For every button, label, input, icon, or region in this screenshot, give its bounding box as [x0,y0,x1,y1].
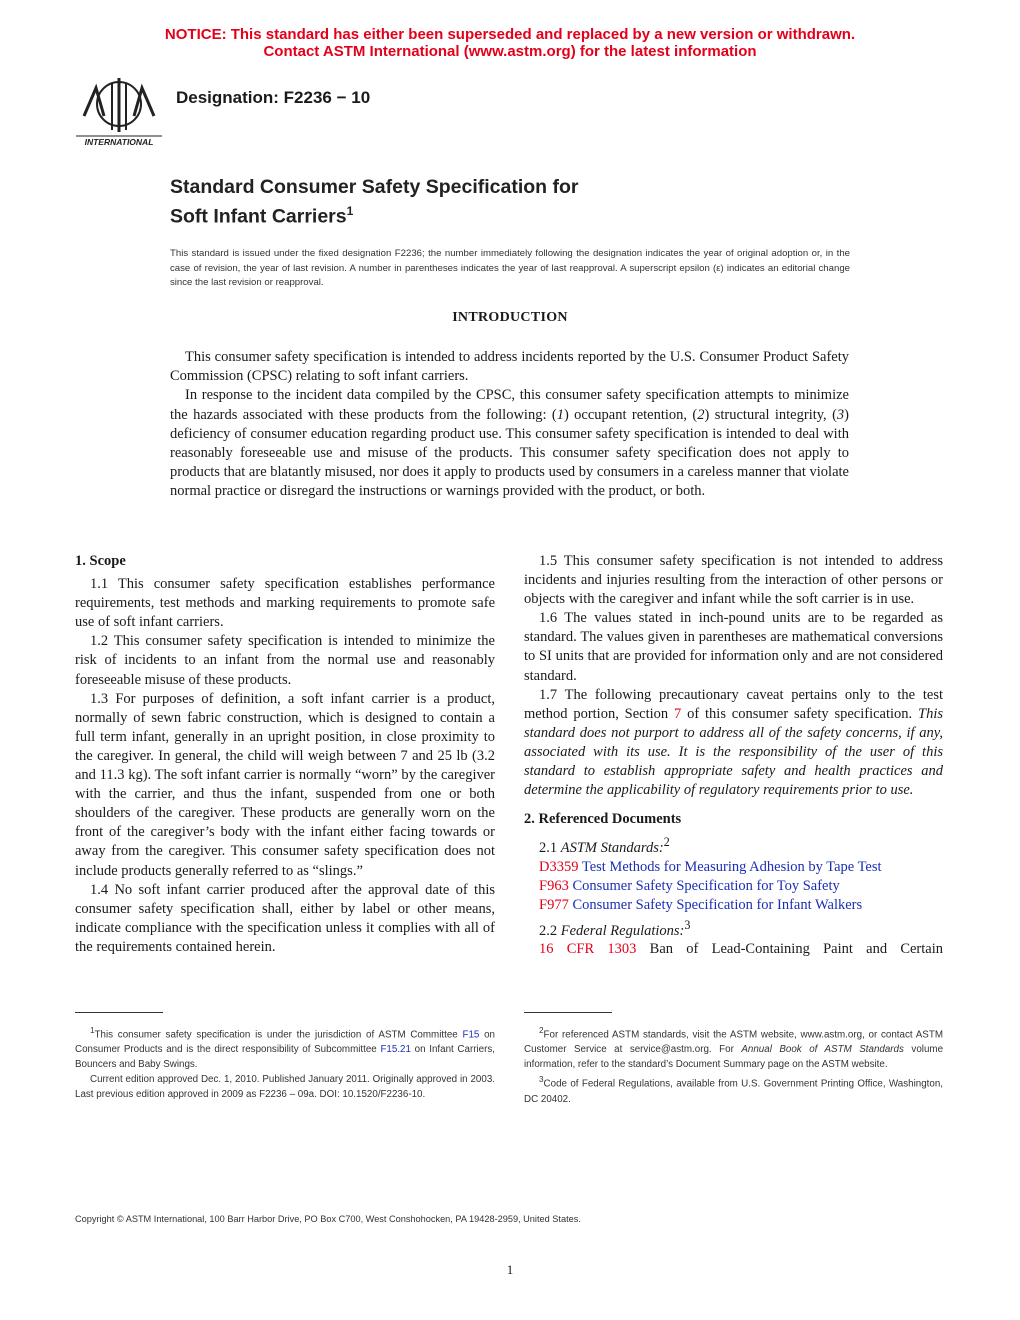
footnotes-left [75,1023,495,1102]
scope-1-6: 1.6 The values stated in inch-pound units are to be regarded as standard. The values given in parentheses are mathematical conversions to SI units that are provided for information only and are not considered standard. [524,610,943,684]
astm-logo [76,76,162,148]
ref-item-f963[interactable]: F963 Consumer Safety Specification for Toy Safety [539,878,840,895]
document-title [170,175,579,229]
scope-1-7: 1.7 The following precautionary caveat pertains only to the test method portion, Section 7 of this consumer safety specification. This standard does not purport to address all of the safety concerns, if any, associated with its use. It is the responsibility of the user of this standard to establish appropriate safety and health practices and determine the applicability of regulatory requirements prior to use. [524,686,944,799]
footnote-1: $^1$This consumer safety specification is under the jurisdiction of ASTM Committee F15 on Consumer Products and is the direct responsibility of Subcommittee F15.21 on Infant Carriers, Bouncers and Baby Swings. [75,1026,495,1071]
footnotes-right [524,1023,943,1107]
footnote-1-edition: Current edition approved Dec. 1, 2010. Published January 2011. Originally approved in 2003. Last previous edition approved in 2009 as F2236 – 09a. DOI: 10.1520/F2236-10. [75,1074,495,1101]
ref-item-d3359[interactable]: D3359 Test Methods for Measuring Adhesion by Tape Test [539,859,882,876]
footnote-rule-left [75,1012,163,1013]
federal-regulations-label: 2.2 Federal Regulations:$^3$ [539,917,691,939]
scope-1-5: 1.5 This consumer safety specification is not intended to address incidents and injuries resulting from the interaction of other persons or objects with the caregiver and infant while the soft carrier is in use. [524,553,943,608]
footnote-3: $^3$Code of Federal Regulations, available from U.S. Government Printing Office, Washington, DC 20402. [524,1075,943,1105]
intro-paragraph-2: In response to the incident data compiled by the CPSC, this consumer safety specification attempts to minimize the hazards associated with these products from the following: (1) occupant retention, (2) structural integrity, (3) deficiency of consumer education regarding product use. This consumer safety specification is intended to deal with reasonably foreseeable use and misuse of the products. This consumer safety specification does not apply to products that are blatantly misused, nor does it apply to products used by consumers in a careless manner that violate normal practice or disregard the instructions or warnings provided with the product, or both. [170,387,849,500]
title-line-1: Standard Consumer Safety Specification for [170,176,579,198]
scope-1-2: 1.2 This consumer safety specification is intended to minimize the risk of incidents to an infant from the normal use and reasonably foreseeable misuse of these products. [75,633,495,688]
footnote-2: $^2$For referenced ASTM standards, visit the ASTM website, www.astm.org, or contact ASTM Customer Service at service@astm.org. For Annual Book of ASTM Standards volume information, refer to the standard’s Document Summary page on the ASTM website. [524,1026,944,1071]
logo-subtext: INTERNATIONAL [84,137,154,147]
left-column [75,552,495,957]
issued-note: This standard is issued under the fixed designation F2236; the number immediately following the designation indicates the year of original adoption or, in the case of revision, the year of last revision. A number in parentheses indicates the year of last reapproval. A superscript epsilon (ε) indicates an editorial change since the last revision or reapproval. [170,248,850,288]
subcommittee-f1521-link[interactable]: F15.21 [380,1044,411,1056]
notice-banner [0,26,1020,60]
designation: Designation: F2236 − 10 [176,88,371,107]
introduction-body [170,348,849,502]
committee-f15-link[interactable]: F15 [462,1029,480,1041]
title-line-2: Soft Infant Carriers [170,205,347,228]
ref-item-16cfr1303[interactable]: 16 CFR 1303 Ban of Lead-Containing Paint and Certain [539,941,943,958]
astm-standards-label: 2.1 ASTM Standards:$^2$ [539,835,670,857]
intro-paragraph-1: This consumer safety specification is intended to address incidents reported by the U.S. Consumer Product Safety Commission (CPSC) relating to soft infant carriers. [170,349,849,385]
section-7-link[interactable]: 7 [674,705,682,722]
scope-1-1: 1.1 This consumer safety specification establishes performance requirements, test methods and marking requirements to promote safe use of soft infant carriers. [75,576,495,631]
referenced-documents-heading: 2. Referenced Documents [524,811,682,828]
title-footnote-ref: 1 [346,204,354,218]
notice-line-1: NOTICE: This standard has either been superseded and replaced by a new version or withdrawn. [164,26,856,43]
scope-heading: 1. Scope [75,553,126,569]
scope-1-3: 1.3 For purposes of definition, a soft infant carrier is a product, normally of sewn fabric construction, which is designed to contain a full term infant, generally in an upright position, in close proximity to the caregiver. In general, the child will weigh between 7 and 25 lb (3.2 and 11.3 kg). The soft infant carrier is normally “worn” by the caregiver with the carrier, and thus the infant, suspended from one or both shoulders of the caregiver. These products are generally worn on the front of the caregiver’s body with the infant either facing towards or away from the caregiver. This consumer safety specification does not include products generally referred to as “slings.” [75,690,495,879]
copyright: Copyright © ASTM International, 100 Barr Harbor Drive, PO Box C700, West Conshohocken, PA 19428-2959, United States. [75,1214,581,1224]
scope-1-4: 1.4 No soft infant carrier produced after the approval date of this consumer safety specification shall, either by label or other means, indicate compliance with the specification unless it complies with all of the requirements contained herein. [75,881,495,955]
notice-line-2: Contact ASTM International (www.astm.org) for the latest information [263,43,757,60]
ref-item-f977[interactable]: F977 Consumer Safety Specification for Infant Walkers [539,897,863,914]
introduction-heading: INTRODUCTION [452,310,568,325]
page-number: 1 [506,1262,514,1277]
footnote-rule-right [524,1012,612,1013]
right-column [524,552,943,960]
